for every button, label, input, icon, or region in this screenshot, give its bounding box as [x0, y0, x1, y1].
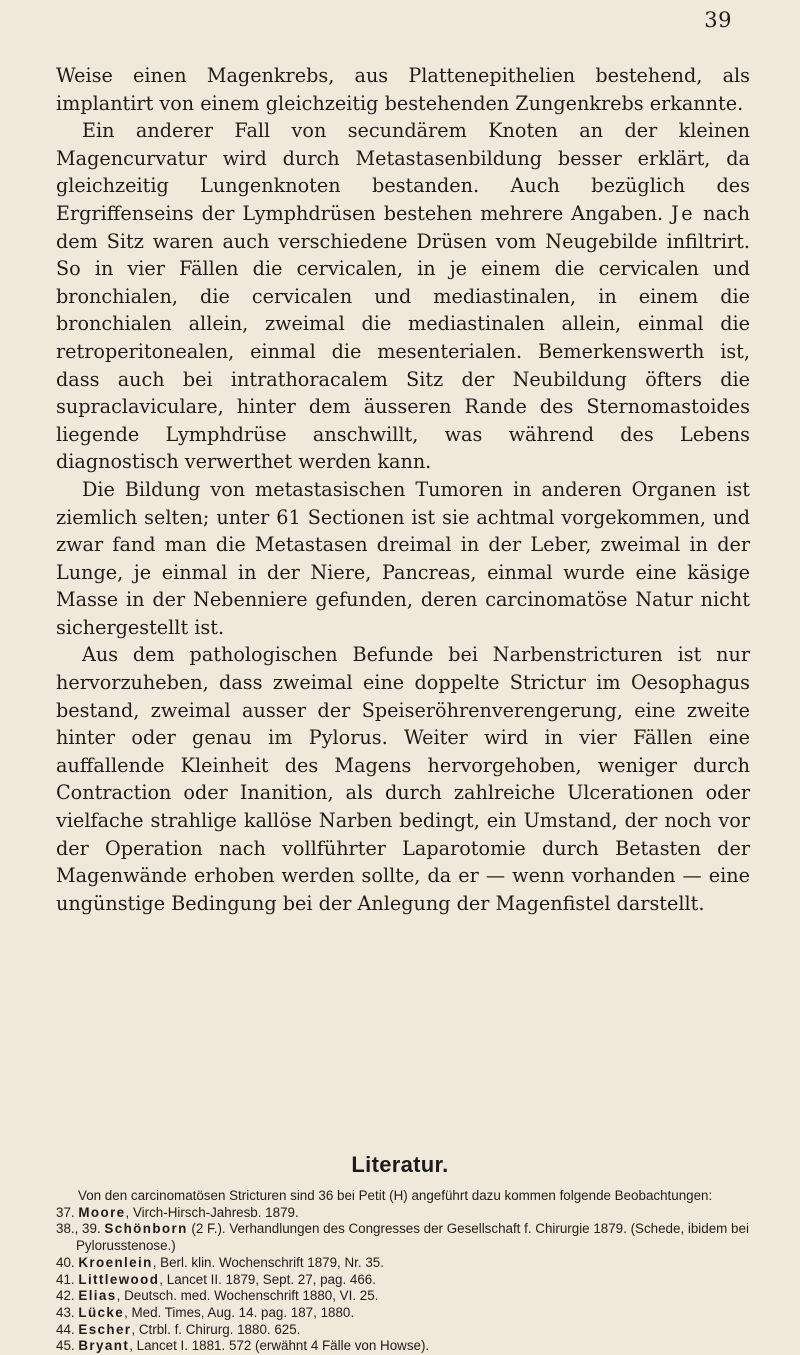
entry-number: 43. — [56, 1304, 75, 1320]
entry-reference: , Med. Times, Aug. 14. pag. 187, 1880. — [124, 1304, 355, 1320]
paragraph-2-je: Je — [671, 201, 696, 225]
entry-author: Escher — [78, 1321, 132, 1337]
entry-author: Lücke — [78, 1304, 125, 1320]
entry-number: 38., 39. — [56, 1221, 101, 1237]
entry-reference: , Lancet II. 1879, Sept. 27, pag. 466. — [159, 1271, 376, 1287]
paragraph-2-text: Ein anderer Fall von secundärem Knoten an der kleinen Magencurvatur wird durch Metastasenbildung besser erklärt, da gleichzeitig Lungenknoten bestanden. Auch bezüglich des Ergriffenseins der Lymphdrüsen bestehen mehrere Angaben. — [56, 119, 750, 225]
page-number: 39 — [704, 8, 732, 32]
literatur-entry — [56, 1272, 750, 1289]
entry-author: Schönborn — [104, 1221, 188, 1237]
entry-author: Littlewood — [78, 1271, 160, 1287]
literatur-entry — [56, 1221, 750, 1254]
literatur-entry — [56, 1338, 750, 1355]
entry-reference: , Berl. klin. Wochenschrift 1879, Nr. 35. — [152, 1254, 384, 1270]
paragraph-4: Aus dem pathologischen Befunde bei Narbenstricturen ist nur hervorzuheben, dass zweimal eine doppelte Strictur im Oesophagus bestand, zweimal ausser der Speiseröhrenverengerung, eine zweite hinter oder genau im Pylorus. Weiter wird in vier Fällen eine auffallende Kleinheit des Magens hervorgehoben, weniger durch Contraction oder Inanition, als durch zahlreiche Ulcerationen oder vielfache strahlige kallöse Narben bedingt, ein Umstand, der noch vor der Operation nach vollführter Laparotomie durch Betasten der Magenwände erhoben werden sollte, da er — wenn vorhanden — eine ungünstige Bedingung bei der Anlegung der Magenfistel darstellt. — [56, 643, 750, 915]
entry-author: Bryant — [78, 1338, 130, 1354]
literatur-intro: Von den carcinomatösen Stricturen sind 36 bei Petit (H) angeführt dazu kommen folgende Beobachtungen: — [78, 1188, 713, 1203]
paragraph-2-continued: nach dem Sitz waren auch verschiedene Drüsen vom Neugebilde infiltrirt. So in vier Fällen die cervicalen, in je einem die cervicalen und bronchialen, die cervicalen und mediastinalen, in einem die bronchialen allein, zweimal die mediastinalen allein, einmal die retroperitonealen, einmal die mesenterialen. Bemerkenswerth ist, dass auch bei intrathoracalem Sitz der Neubildung öfters die supraclaviculare, hinter dem äusseren Rande des Sternomastoides liegende Lymphdrüse anschwillt, was während des Lebens diagnostisch verwerthet werden kann. — [56, 201, 750, 474]
entry-number: 45. — [56, 1338, 75, 1354]
paragraph-2 — [56, 117, 750, 476]
literatur-entry — [56, 1305, 750, 1322]
entry-author: Kroenlein — [78, 1254, 153, 1270]
body-text — [56, 62, 750, 917]
entry-author: Moore — [78, 1204, 126, 1220]
entry-number: 37. — [56, 1204, 75, 1220]
paragraph-3: Die Bildung von metastasischen Tumoren in anderen Organen ist ziemlich selten; unter 61 Sectionen ist sie achtmal vorgekommen, und zwar fand man die Metastasen dreimal in der Leber, zweimal in der Lunge, je einmal in der Niere, Pancreas, einmal wurde eine käsige Masse in der Nebenniere gefunden, deren carcinomatöse Natur nicht sichergestellt ist. — [56, 477, 750, 639]
entry-author: Elias — [78, 1288, 117, 1304]
entry-number: 41. — [56, 1271, 75, 1287]
literatur-entry — [56, 1288, 750, 1305]
entry-number: 40. — [56, 1254, 75, 1270]
literatur-list — [56, 1205, 750, 1355]
literatur-entry — [56, 1255, 750, 1272]
entry-number: 44. — [56, 1321, 75, 1337]
literatur-section — [56, 1188, 750, 1355]
literatur-entry — [56, 1322, 750, 1339]
literatur-heading: Literatur. — [351, 1152, 449, 1177]
entry-reference: (2 F.). Verhandlungen des Congresses der Gesellschaft f. Chirurgie 1879. (Schede, ibidem bei Pylorusstenose.) — [76, 1221, 749, 1254]
entry-reference: , Ctrbl. f. Chirurg. 1880. 625. — [131, 1321, 301, 1337]
entry-reference: , Virch-Hirsch-Jahresb. 1879. — [125, 1204, 299, 1220]
entry-reference: , Lancet I. 1881. 572 (erwähnt 4 Fälle von Howse). — [129, 1338, 430, 1354]
paragraph-1: Weise einen Magenkrebs, aus Plattenepithelien bestehend, als implantirt von einem gleichzeitig bestehenden Zungenkrebs erkannte. — [56, 64, 750, 115]
entry-number: 42. — [56, 1288, 75, 1304]
entry-reference: , Deutsch. med. Wochenschrift 1880, VI. 25. — [116, 1288, 379, 1304]
literatur-entry — [56, 1205, 750, 1222]
